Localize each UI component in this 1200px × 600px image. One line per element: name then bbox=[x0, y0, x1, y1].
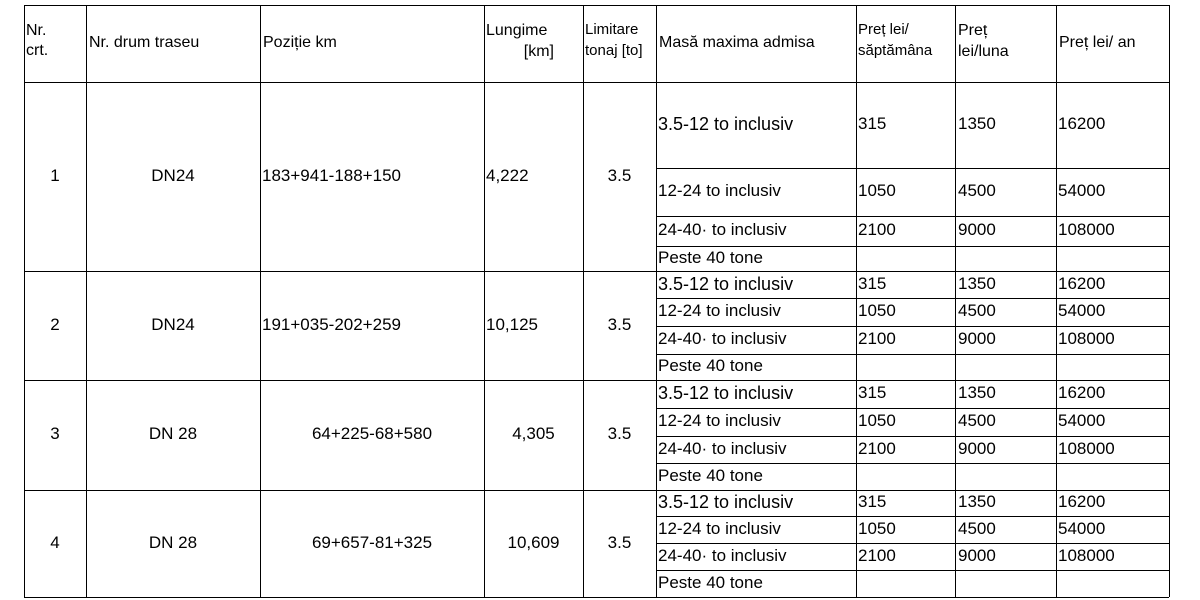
price-week: 315 bbox=[858, 114, 887, 133]
route-name: DN 28 bbox=[148, 424, 198, 443]
mass-tier: 3.5-12 to inclusiv bbox=[658, 273, 794, 294]
price-month: 1350 bbox=[958, 114, 996, 133]
mass-tier: 12-24 to inclusiv bbox=[658, 301, 781, 320]
price-month: 1350 bbox=[958, 273, 996, 293]
mass-tier: 3.5-12 to inclusiv bbox=[658, 114, 794, 134]
price-month: 4500 bbox=[958, 518, 996, 538]
header-price-month: lei/luna bbox=[958, 43, 1009, 60]
row-number: 2 bbox=[50, 314, 60, 334]
tonnage-limit: 3.5 bbox=[607, 532, 632, 552]
header-price-year: Preț lei/ an bbox=[1059, 34, 1136, 51]
header-price-week: Preț lei/ bbox=[858, 21, 909, 38]
price-week: 2100 bbox=[858, 220, 896, 239]
header-nr: crt. bbox=[26, 42, 49, 59]
column-border bbox=[24, 5, 25, 597]
price-month: 9000 bbox=[958, 438, 996, 458]
tonnage-limit: 3.5 bbox=[607, 314, 632, 334]
row-separator bbox=[24, 597, 1169, 598]
length-km: 10,609 bbox=[507, 532, 560, 552]
tier-separator bbox=[656, 543, 1169, 544]
price-week: 315 bbox=[858, 492, 887, 511]
row-number: 3 bbox=[50, 424, 60, 443]
price-year: 16200 bbox=[1058, 383, 1106, 402]
row-number: 1 bbox=[50, 165, 60, 185]
header-position: Poziție km bbox=[263, 34, 337, 51]
mass-tier: 3.5-12 to inclusiv bbox=[658, 492, 794, 512]
price-week: 1050 bbox=[858, 181, 896, 200]
column-border bbox=[484, 5, 485, 597]
column-border bbox=[260, 5, 261, 597]
header-limit: Limitare bbox=[585, 21, 639, 38]
price-year: 108000 bbox=[1058, 329, 1115, 348]
price-month: 1350 bbox=[958, 492, 996, 511]
header-nr: Nr. bbox=[26, 22, 47, 39]
km-position: 183+941-188+150 bbox=[262, 165, 401, 185]
column-border bbox=[583, 5, 584, 597]
price-year: 16200 bbox=[1058, 273, 1106, 293]
km-position: 191+035-202+259 bbox=[262, 314, 401, 334]
price-year: 108000 bbox=[1058, 438, 1115, 458]
mass-tier: 24-40· to inclusiv bbox=[658, 438, 787, 458]
header-route: Nr. drum traseu bbox=[89, 34, 200, 51]
mass-tier: 24-40· to inclusiv bbox=[658, 329, 787, 348]
price-week: 2100 bbox=[858, 438, 896, 458]
header-bottom-border bbox=[24, 82, 1169, 83]
header-price-month: Preț bbox=[958, 22, 988, 39]
tier-separator bbox=[656, 463, 1169, 464]
price-year: 54000 bbox=[1058, 181, 1106, 200]
row-separator bbox=[24, 271, 1169, 272]
km-position: 64+225-68+580 bbox=[311, 424, 433, 443]
price-year: 54000 bbox=[1058, 411, 1106, 430]
price-year: 54000 bbox=[1058, 518, 1106, 538]
mass-tier: 24-40· to inclusiv bbox=[658, 545, 787, 565]
route-name: DN 28 bbox=[148, 532, 198, 552]
mass-tier: 12-24 to inclusiv bbox=[658, 181, 781, 200]
row-separator bbox=[24, 380, 1169, 381]
tier-separator bbox=[656, 298, 1169, 299]
header-length: Lungime bbox=[486, 22, 548, 39]
price-month: 9000 bbox=[958, 329, 996, 348]
price-week: 1050 bbox=[858, 301, 896, 320]
header-length: [km] bbox=[523, 43, 554, 60]
column-border bbox=[656, 5, 657, 597]
row-number: 4 bbox=[50, 532, 60, 552]
price-year: 54000 bbox=[1058, 301, 1106, 320]
tier-separator bbox=[656, 168, 1169, 169]
price-week: 1050 bbox=[858, 518, 896, 538]
price-month: 4500 bbox=[958, 181, 996, 200]
price-week: 315 bbox=[858, 383, 887, 402]
column-border bbox=[1056, 5, 1057, 597]
length-km: 4,222 bbox=[486, 165, 529, 185]
price-year: 16200 bbox=[1058, 114, 1106, 133]
price-year: 108000 bbox=[1058, 220, 1115, 239]
tier-separator bbox=[656, 216, 1169, 217]
length-km: 4,305 bbox=[512, 424, 555, 443]
mass-tier: 12-24 to inclusiv bbox=[658, 411, 781, 430]
price-week: 2100 bbox=[858, 545, 896, 565]
tier-separator bbox=[656, 516, 1169, 517]
price-month: 9000 bbox=[958, 545, 996, 565]
price-year: 16200 bbox=[1058, 492, 1106, 511]
mass-tier: 3.5-12 to inclusiv bbox=[658, 383, 794, 403]
mass-tier: 24-40· to inclusiv bbox=[658, 220, 787, 239]
price-year: 108000 bbox=[1058, 545, 1115, 565]
price-month: 9000 bbox=[958, 220, 996, 239]
mass-tier: Peste 40 tone bbox=[658, 465, 763, 485]
tier-separator bbox=[656, 570, 1169, 571]
price-week: 2100 bbox=[858, 329, 896, 348]
row-separator bbox=[24, 490, 1169, 491]
tier-separator bbox=[656, 326, 1169, 327]
price-month: 4500 bbox=[958, 301, 996, 320]
tier-separator bbox=[656, 354, 1169, 355]
mass-tier: Peste 40 tone bbox=[658, 247, 763, 267]
tonnage-limit: 3.5 bbox=[607, 424, 632, 443]
column-border bbox=[955, 5, 956, 597]
header-mass: Masă maxima admisa bbox=[659, 34, 815, 51]
price-month: 1350 bbox=[958, 383, 996, 402]
km-position: 69+657-81+325 bbox=[311, 532, 433, 552]
price-week: 315 bbox=[858, 273, 887, 293]
table-top-border bbox=[24, 5, 1169, 6]
column-border bbox=[856, 5, 857, 597]
mass-tier: 12-24 to inclusiv bbox=[658, 518, 781, 538]
mass-tier: Peste 40 tone bbox=[658, 356, 763, 375]
route-name: DN24 bbox=[151, 314, 195, 334]
tier-separator bbox=[656, 246, 1169, 247]
price-month: 4500 bbox=[958, 411, 996, 430]
tier-separator bbox=[656, 436, 1169, 437]
column-border bbox=[86, 5, 87, 597]
length-km: 10,125 bbox=[486, 314, 538, 334]
tonnage-limit: 3.5 bbox=[607, 165, 632, 185]
route-name: DN24 bbox=[151, 165, 195, 185]
mass-tier: Peste 40 tone bbox=[658, 572, 763, 592]
header-price-week: săptămâna bbox=[858, 42, 933, 59]
column-border bbox=[1169, 5, 1170, 597]
tier-separator bbox=[656, 408, 1169, 409]
header-limit: tonaj [to] bbox=[585, 42, 643, 59]
price-week: 1050 bbox=[858, 411, 896, 430]
